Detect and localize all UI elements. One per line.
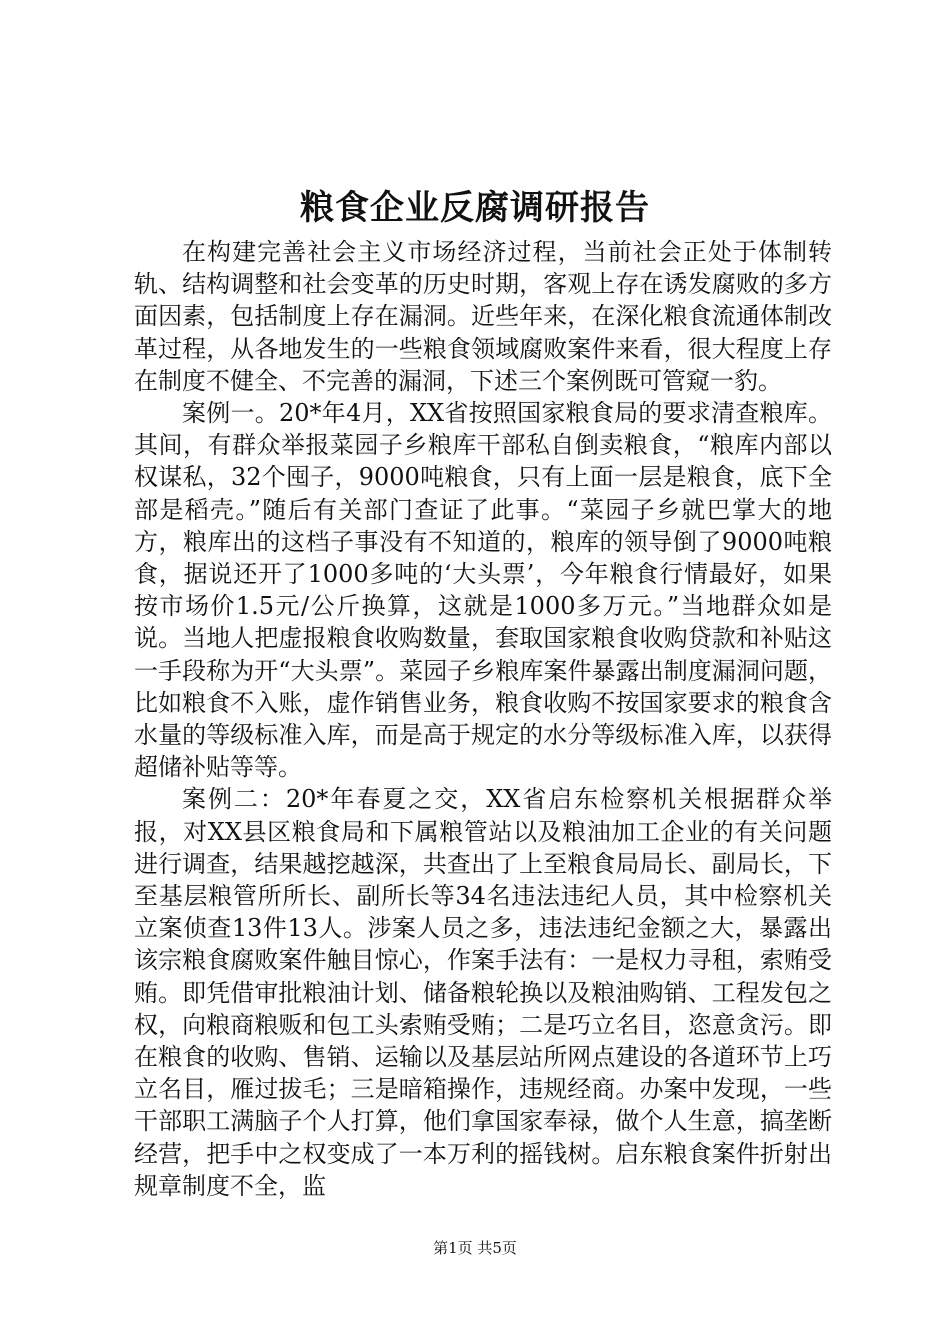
page-footer: 第1页 共5页 — [433, 1239, 517, 1257]
paragraph-intro: 在构建完善社会主义市场经济过程，当前社会正处于体制转轨、结构调整和社会变革的历史时期，客观上存在诱发腐败的多方面因素，包括制度上存在漏洞。近些年来，在深化粮食流通体制改革过程，从各地发生的一些粮食领域腐败案件来看，很大程度上存在制度不健全、不完善的漏洞，下述三个案例既可管窥一豹。 — [134, 238, 832, 395]
paragraph-case-one: 案例一。20*年4月，XX省按照国家粮食局的要求清查粮库。其间，有群众举报菜园子乡粮库干部私自倒卖粮食，“粮库内部以权谋私，32个囤子，9000吨粮食，只有上面一层是粮食，底下全部是稻壳。”随后有关部门查证了此事。“菜园子乡就巴掌大的地方，粮库出的这档子事没有不知道的，粮库的领导倒了9000吨粮食，据说还开了1000多吨的‘大头票’，今年粮食行情最好，如果按市场价1.5元/公斤换算，这就是1000多万元。”当地群众如是说。当地人把虚报粮食收购数量，套取国家粮食收购贷款和补贴这一手段称为开“大头票”。菜园子乡粮库案件暴露出制度漏洞问题，比如粮食不入账，虚作销售业务，粮食收购不按国家要求的粮食含水量的等级标准入库，而是高于规定的水分等级标准入库，以获得超储补贴等等。 — [134, 399, 832, 782]
document-title: 粮食企业反腐调研报告 — [300, 188, 650, 228]
paragraph-case-two: 案例二：20*年春夏之交，XX省启东检察机关根据群众举报，对XX县区粮食局和下属粮管站以及粮油加工企业的有关问题进行调查，结果越挖越深，共查出了上至粮食局局长、副局长，下至基层粮管所所长、副所长等34名违法违纪人员，其中检察机关立案侦查13件13人。涉案人员之多，违法违纪金额之大，暴露出该宗粮食腐败案件触目惊心，作案手法有：一是权力寻租，索贿受贿。即凭借审批粮油计划、储备粮轮换以及粮油购销、工程发包之权，向粮商粮贩和包工头索贿受贿；二是巧立名目，恣意贪污。即在粮食的收购、售销、运输以及基层站所网点建设的各道环节上巧立名目，雁过拔毛；三是暗箱操作，违规经商。办案中发现，一些干部职工满脑子个人打算，他们拿国家奉禄，做个人生意，搞垄断经营，把手中之权变成了一本万利的摇钱树。启东粮食案件折射出规章制度不全，监 — [134, 785, 832, 1200]
document-body — [134, 236, 832, 1202]
